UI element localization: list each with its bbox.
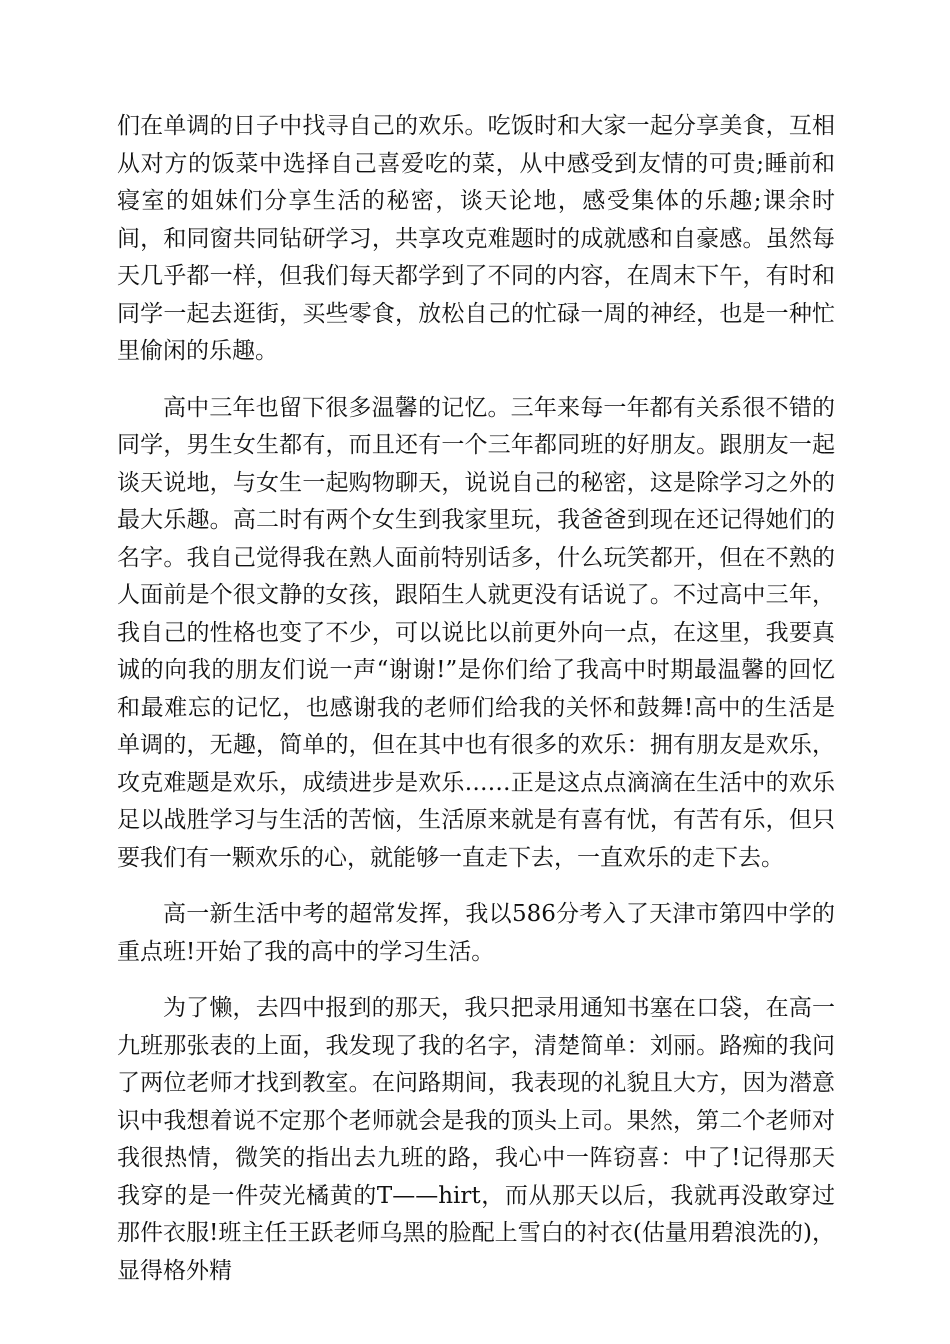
paragraph-1: 们在单调的日子中找寻自己的欢乐。吃饭时和大家一起分享美食，互相从对方的饭菜中选择自己喜爱吃的菜，从中感受到友情的可贵;睡前和寝室的姐妹们分享生活的秘密，谈天论地，感受集体的乐趣;课余时间，和同窗共同钻研学习，共享攻克难题时的成就感和自豪感。虽然每天几乎都一样，但我们每天都学到了不同的内容，在周末下午，有时和同学一起去逛街，买些零食，放松自己的忙碌一周的神经，也是一种忙里偷闲的乐趣。: [117, 113, 835, 364]
paragraph-2: 高中三年也留下很多温馨的记忆。三年来每一年都有关系很不错的同学，男生女生都有，而且还有一个三年都同班的好朋友。跟朋友一起谈天说地，与女生一起购物聊天，说说自己的秘密，这是除学习之外的最大乐趣。高二时有两个女生到我家里玩，我爸爸到现在还记得她们的名字。我自己觉得我在熟人面前特别话多，什么玩笑都开，但在不熟的人面前是个很文静的女孩，跟陌生人就更没有话说了。不过高中三年，我自己的性格也变了不少，可以说比以前更外向一点，在这里，我要真诚的向我的朋友们说一声“谢谢!”是你们给了我高中时期最温馨的回忆和最难忘的记忆，也感谢我的老师们给我的关怀和鼓舞!高中的生活是单调的，无趣，简单的，但在其中也有很多的欢乐：拥有朋友是欢乐，攻克难题是欢乐，成绩进步是欢乐……正是这点点滴滴在生活中的欢乐足以战胜学习与生活的苦恼，生活原来就是有喜有忧，有苦有乐，但只要我们有一颗欢乐的心，就能够一直走下去，一直欢乐的走下去。: [117, 394, 835, 871]
paragraph-3: 高一新生活中考的超常发挥，我以586分考入了天津市第四中学的重点班!开始了我的高中的学习生活。: [117, 901, 835, 965]
paragraph-4: 为了懒，去四中报到的那天，我只把录用通知书塞在口袋，在高一九班那张表的上面，我发现了我的名字，清楚简单：刘丽。路痴的我问了两位老师才找到教室。在问路期间，我表现的礼貌且大方，因为潜意识中我想着说不定那个老师就会是我的顶头上司。果然，第二个老师对我很热情，微笑的指出去九班的路，我心中一阵窃喜：中了!记得那天我穿的是一件荧光橘黄的T——hirt，而从那天以后，我就再没敢穿过那件衣服!班主任王跃老师乌黑的脸配上雪白的衬衣(估量用碧浪洗的)，显得格外精: [117, 995, 835, 1284]
document-body: [117, 108, 835, 1290]
